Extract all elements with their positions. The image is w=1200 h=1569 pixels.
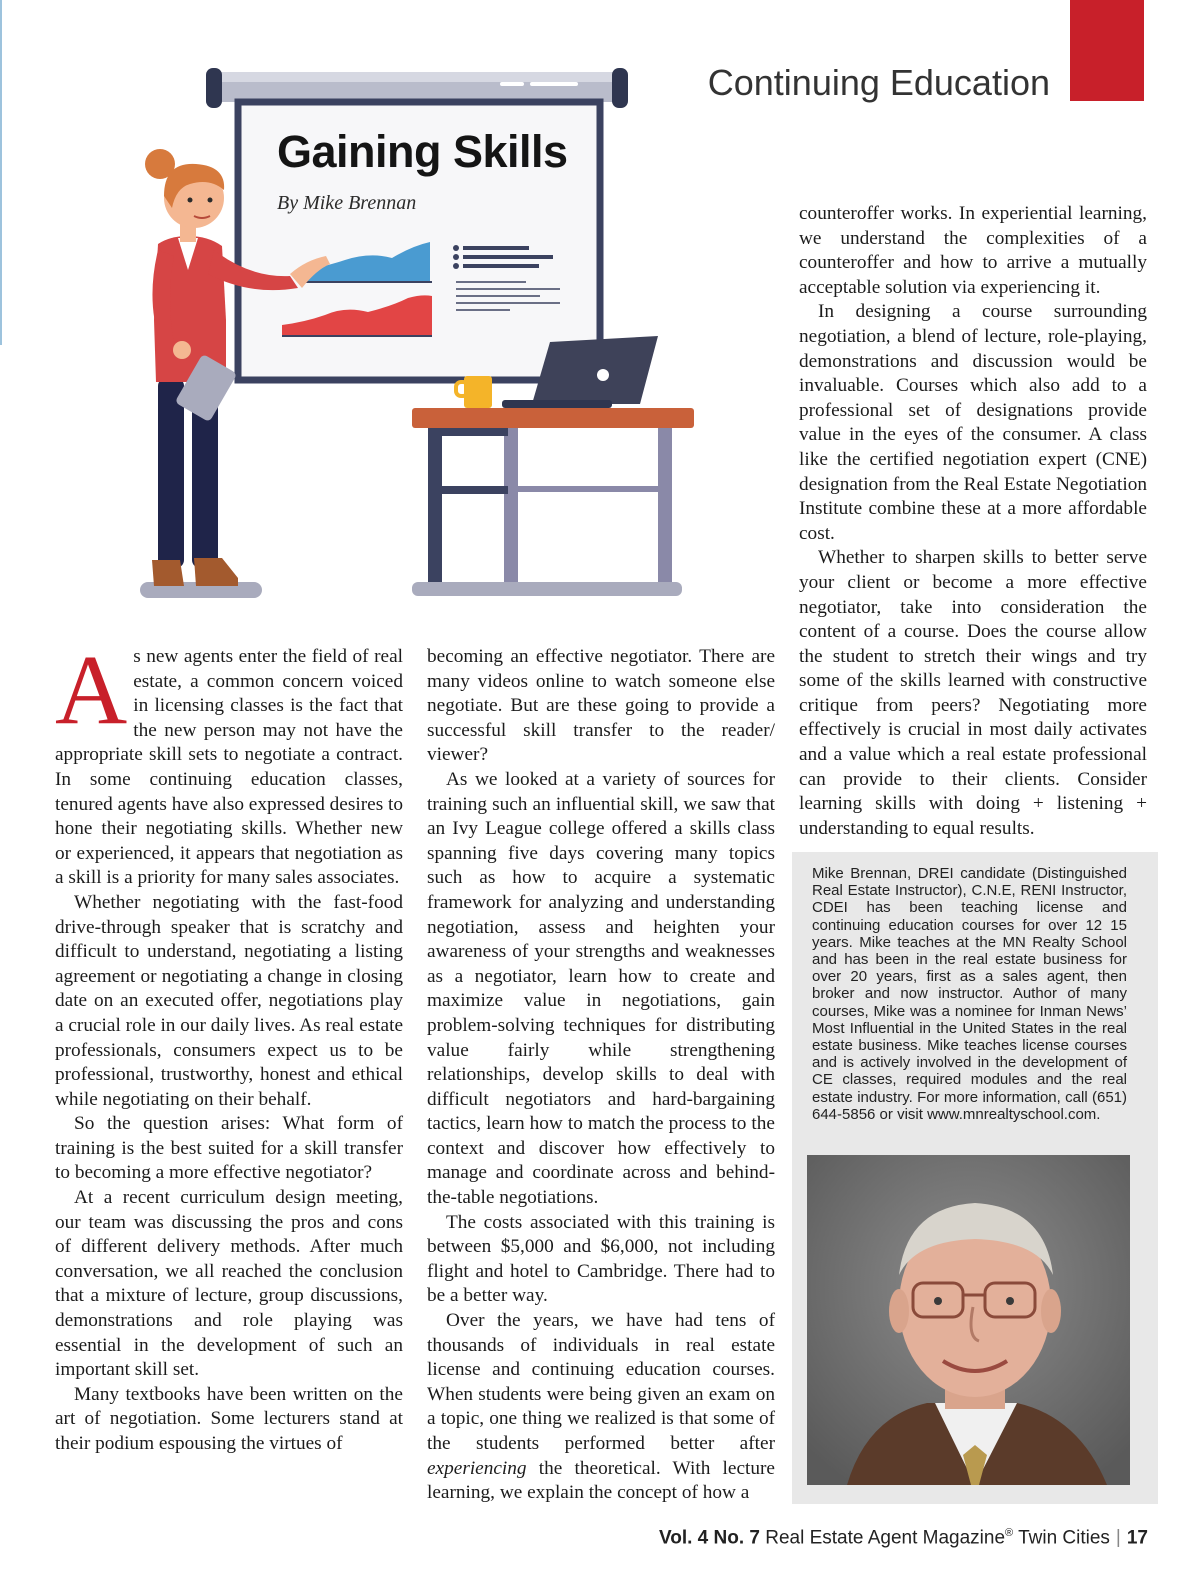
paragraph: counteroffer works. In experiential learning, we understand the complexities of a counteroffer and how to arrive a mutually acceptable solution via experiencing it. (799, 203, 1147, 298)
laptop (532, 336, 658, 404)
paragraph: In designing a course surrounding negotiation, a blend of lecture, role-playing, demonstrations and discussion would be invaluable. Courses which also add to a professional set of designations provide value in the eyes of the consumer. A class like the certified negotiation expert (CNE) designation from the Real Estate Negotiation Institute combine these at a more affordable cost. (799, 301, 1147, 544)
paragraph: Many textbooks have been written on the art of negotiation. Some lecturers stand at their podium espousing the virtues of (55, 1383, 403, 1454)
paragraph: As new agents enter the field of real estate, a common concern voiced in licensing classes is the fact that the new person may not have the appropriate skill sets to negotiate a contract. In some continuing education classes, tenured agents have also expressed desires to hone their negotiating skills. Whether new or experienced, it appears that negotiation as a skill is a priority for many sales associates. (55, 634, 404, 889)
page-number: 17 (1126, 1527, 1148, 1549)
desk-top (412, 408, 694, 428)
article-title: Gaining Skills (277, 126, 568, 177)
paragraph: So the question arises: What form of training is the best suited for a skill transfer to becoming a more effective negotiator? (55, 1113, 403, 1184)
magazine-name: Real Estate Agent Magazine (765, 1527, 1006, 1549)
author-portrait (807, 1155, 1130, 1485)
author-bio-text: Mike Brennan, DREI candidate (Distinguished Real Estate Instructor), C.N.E, RENI Instructor, CDEI has been teaching license and continuing education courses for over 12 15 years. Mike teaches at the MN Realty School and has been in the real estate business for over 20 years, first as a sales agent, then broker and now instructor. Author of many courses, Mike was a nominee for Inman News’ Most Influential in the United States in the real estate business. Mike teaches license courses and is actively involved in the development of CE classes, required modules and the real estate industry. For more information, call (651) 644-5856 or visit www.mnrealtyschool.com. (812, 865, 1127, 1123)
shoe (152, 560, 184, 586)
article-column-3 (799, 202, 1147, 841)
paragraph: As we looked at a variety of sources for training such an influential skill, we saw that an Ivy League college offered a skills class spanning five days covering many topics such as how to acquire a systematic framework for analyzing and understanding negotiation, assess and heighten your awareness of your strengths and weaknesses as a negotiator, learn how to create and maximize value in negotiations, gain problem-solving techniques for distributing value fairly while strengthening relationships, develop skills to deal with difficult negotiators and hard-bargaining tactics, learn how to match the process to the context and discover how effectively to manage and coordinate across and behind-the-table negotiations. (427, 768, 775, 1209)
article-byline: By Mike Brennan (277, 192, 417, 214)
paragraph: becoming an effective negotiator. There are many videos online to watch someone else negotiate. But are these going to provide a successful skill transfer to the reader/ viewer? (427, 646, 775, 766)
paragraph: At a recent curriculum design meeting, our team was discussing the pros and cons of different delivery methods. After much conversation, we all reached the conclusion that a mixture of lecture, group discussions, demonstrations and role playing was essential in the development of such an important skill set. (55, 1187, 403, 1381)
footer-divider: | (1115, 1527, 1121, 1549)
section-title: Continuing Education (707, 62, 1050, 103)
registered-mark: ® (1005, 1527, 1014, 1539)
emphasis: experiencing (427, 1457, 527, 1479)
drop-cap: A (55, 634, 128, 745)
page-edge-line (0, 0, 2, 345)
shoe (194, 558, 238, 586)
paragraph: Whether to sharpen skills to better serve your client or become a more effective negotiator, take into consideration the content of a course. Does the course allow the student to stretch their wings and try some of the skills learned with constructive critique from peers? Negotiating more effectively is crucial in most daily activates and a value which a real estate professional can provide to their clients. Consider learning skills with doing + listening + understanding to equal results. (799, 547, 1147, 839)
page-footer (659, 1527, 1148, 1549)
region: Twin Cities (1018, 1527, 1110, 1549)
issue-number: Vol. 4 No. 7 (658, 1527, 760, 1549)
article-column-1 (55, 634, 404, 1457)
article-column-2 (427, 645, 775, 1506)
paragraph: Over the years, we have had tens of thousands of individuals in real estate license and continuing education courses. When students were being given an exam on a topic, one thing we realized is that some of the students performed better after experiencing the theoretical. With lecture learning, we explain the concept of how a (427, 1310, 775, 1504)
section-color-tab (1070, 0, 1144, 101)
paragraph: Whether negotiating with the fast-food drive-through speaker that is scratchy and difficult to understand, negotiating a listing agreement or negotiating a change in closing date on an executed offer, negotiations play a crucial role in our daily lives. As real estate professionals, consumers expect us to be professional, trustworthy, honest and ethical while negotiating on their behalf. (55, 891, 404, 1110)
paragraph: The costs associated with this training is between $5,000 and $6,000, not including flight and hotel to Cambridge. There had to be a better way. (427, 1211, 775, 1307)
